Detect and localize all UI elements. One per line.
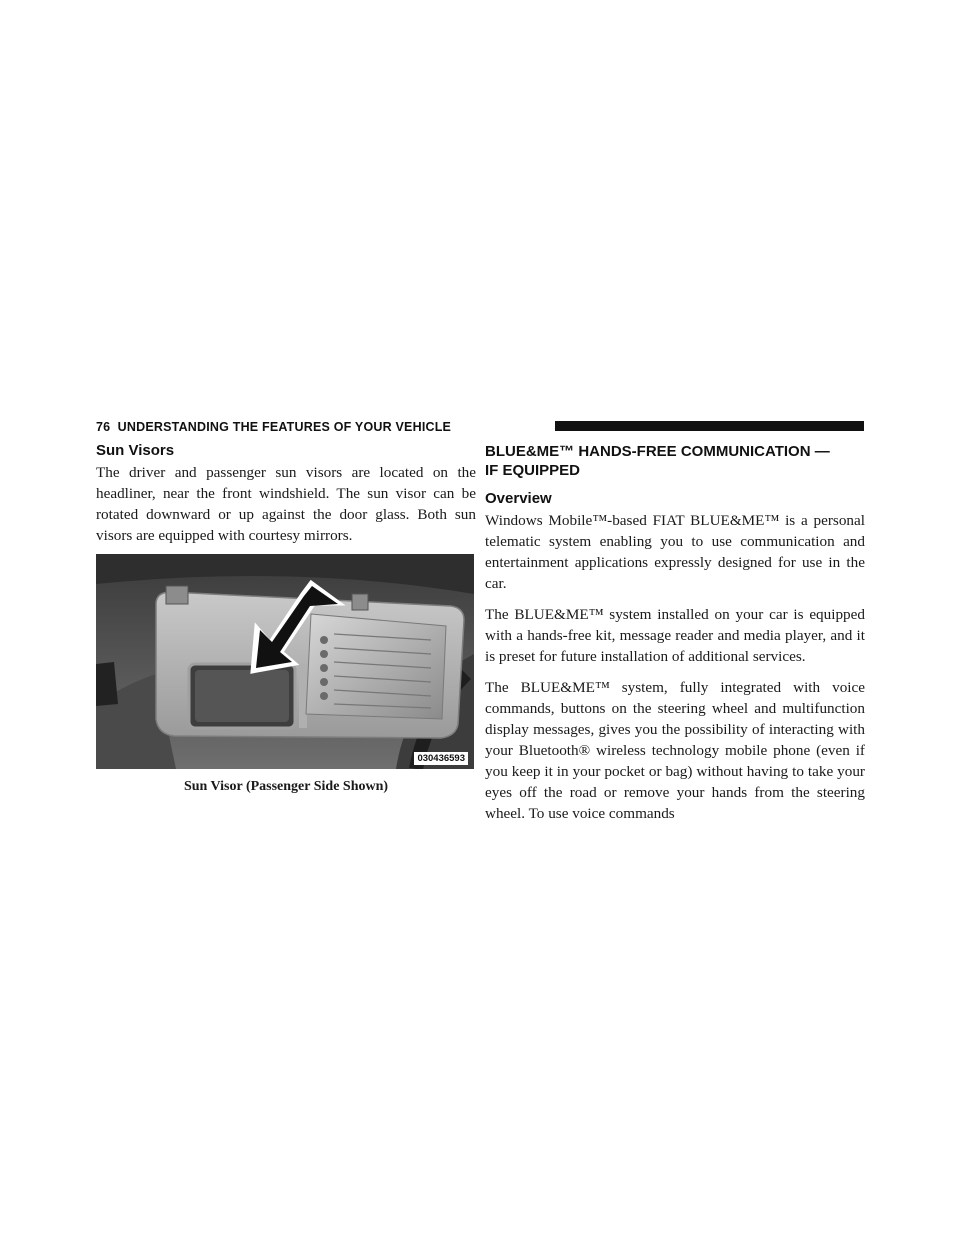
left-column xyxy=(96,442,476,796)
heading-line-1: BLUE&ME™ HANDS-FREE COMMUNICATION — xyxy=(485,443,830,460)
heading-line-2: IF EQUIPPED xyxy=(485,462,581,479)
sun-visor-paragraph: The driver and passenger sun visors are located on the headliner, near the front windshield. The sun visor can be rotated downward or up against the door glass. Both sun visors are equipped with courtesy mirrors. xyxy=(96,464,476,544)
header-title: UNDERSTANDING THE FEATURES OF YOUR VEHICLE xyxy=(117,420,452,434)
sun-visor-figure xyxy=(96,554,474,769)
subheading-overview: Overview xyxy=(485,490,552,507)
header-rule xyxy=(555,421,864,431)
header-text xyxy=(96,419,451,435)
sun-visor-illustration xyxy=(96,554,474,769)
overview-paragraph-2: The BLUE&ME™ system installed on your car is equipped with a hands-free kit, message reader and media player, and it is preset for future installation of additional services. xyxy=(485,606,865,665)
overview-paragraph-1: Windows Mobile™-based FIAT BLUE&ME™ is a personal telematic system enabling you to use communication and entertainment applications expressly designed for use in the car. xyxy=(485,512,865,592)
page-number: 76 xyxy=(96,420,111,434)
overview-paragraph-3: The BLUE&ME™ system, fully integrated with voice commands, buttons on the steering wheel and multifunction display messages, gives you the possibility of interacting with your Bluetooth® wireless technology mobile phone (even if you keep it in your pocket or bag) without having to take your eyes off the road or remove your hands from the steering wheel. To use voice commands xyxy=(485,679,865,822)
section-heading-blueandme xyxy=(485,442,865,480)
section-heading-sun-visors: Sun Visors xyxy=(96,442,175,459)
right-column xyxy=(485,442,865,824)
figure-caption: Sun Visor (Passenger Side Shown) xyxy=(183,779,389,794)
page-header xyxy=(96,419,864,435)
figure-code: 030436593 xyxy=(414,752,468,765)
